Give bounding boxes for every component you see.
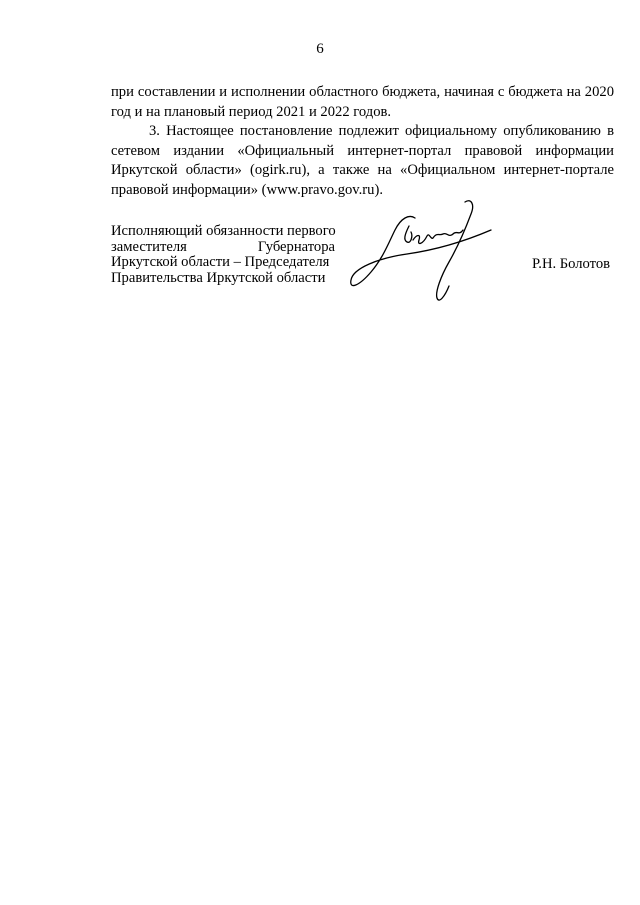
signatory-title-line xyxy=(111,240,335,256)
signatory-title-line: Исполняющий обязанности первого xyxy=(111,223,336,239)
document-body xyxy=(111,83,614,200)
signatory-title-line: Иркутской области – Председателя xyxy=(111,254,330,270)
signer-name: Р.Н. Болотов xyxy=(532,256,611,272)
handwritten-signature-icon xyxy=(345,196,505,306)
signatory-title xyxy=(111,224,335,286)
page-number: 6 xyxy=(316,41,324,57)
signatory-title-word: заместителя xyxy=(111,238,187,255)
signatory-title-line: Правительства Иркутской области xyxy=(111,269,326,286)
paragraph-publication: 3. Настоящее постановление подлежит официальному опубликованию в сетевом издании «Официальный интернет-портал правовой информации Иркутской области» (ogirk.ru), а также на «Официальном интернет-портале правовой информации» (www.pravo.gov.ru). xyxy=(111,123,614,198)
paragraph-continuation: при составлении и исполнении областного бюджета, начиная с бюджета на 2020 год и на плановый период 2021 и 2022 годов. xyxy=(111,84,614,120)
signatory-title-word: Губернатора xyxy=(257,238,335,255)
